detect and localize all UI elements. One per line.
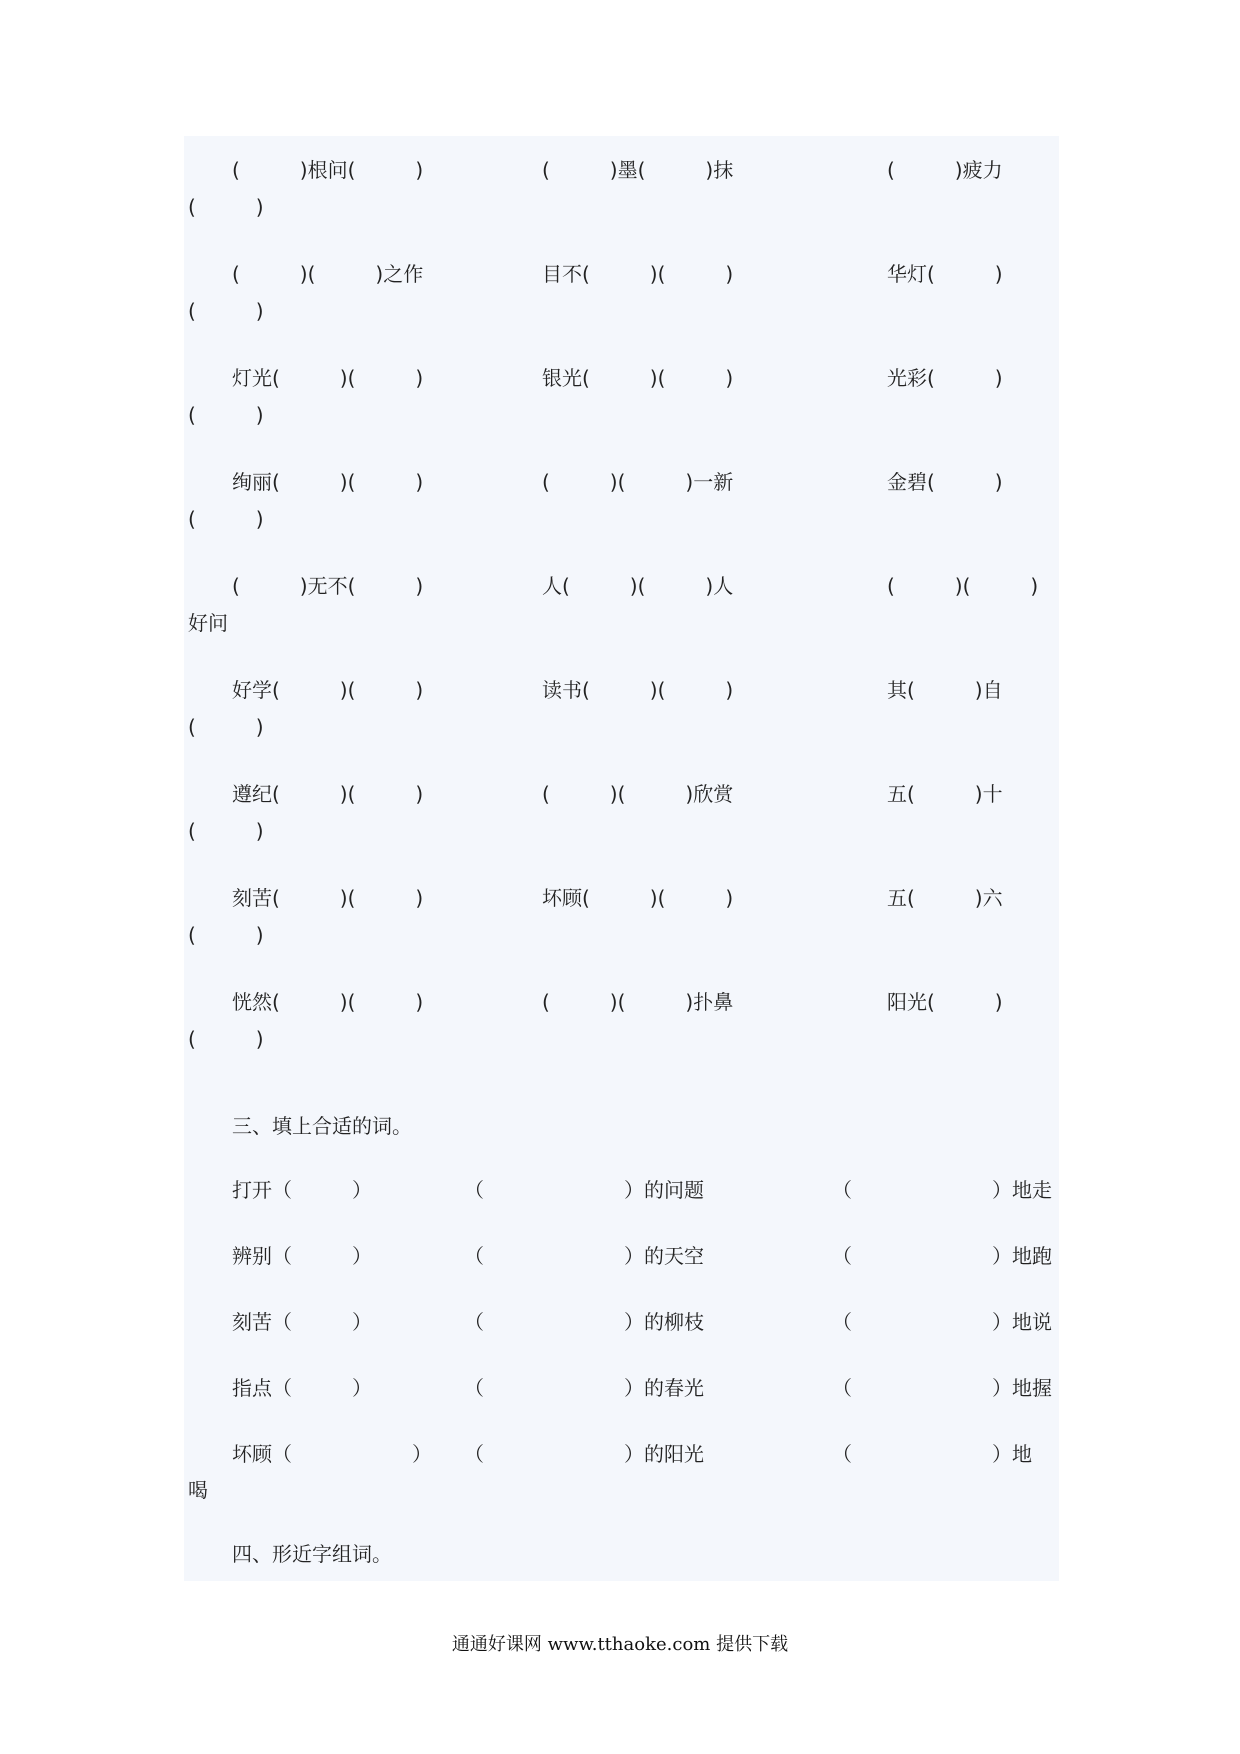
idiom-item-wrap: ( ) xyxy=(188,507,264,531)
idiom-item-wrap: ( ) xyxy=(188,819,264,843)
idiom-item: 光彩( ) xyxy=(887,366,1003,390)
fill-item: （ ）地说 xyxy=(832,1310,1052,1334)
fill-item: （ ）的春光 xyxy=(464,1376,704,1400)
idiom-item: 五( )六 xyxy=(887,886,1003,910)
content-panel xyxy=(184,136,1059,1581)
idiom-item: 恍然( )( ) xyxy=(232,990,424,1014)
idiom-item: 刻苦( )( ) xyxy=(232,886,424,910)
idiom-item: 华灯( ) xyxy=(887,262,1003,286)
idiom-item: 目不( )( ) xyxy=(542,262,734,286)
fill-item: （ ）的问题 xyxy=(464,1178,704,1202)
idiom-item: ( )( )欣赏 xyxy=(542,782,734,806)
idiom-item-wrap: ( ) xyxy=(188,1027,264,1051)
fill-item: 指点（ ） xyxy=(232,1376,372,1400)
idiom-item: 人( )( )人 xyxy=(542,574,734,598)
idiom-item-wrap: ( ) xyxy=(188,715,264,739)
fill-item: （ ）的天空 xyxy=(464,1244,704,1268)
idiom-item: ( )( )一新 xyxy=(542,470,734,494)
idiom-item: 灯光( )( ) xyxy=(232,366,424,390)
idiom-item-wrap: ( ) xyxy=(188,195,264,219)
idiom-item: 好学( )( ) xyxy=(232,678,424,702)
idiom-item-wrap: ( ) xyxy=(188,299,264,323)
fill-item: 坏顾（ ） xyxy=(232,1442,432,1466)
section-title: 三、填上合适的词。 xyxy=(232,1114,412,1138)
fill-item: （ ）地握 xyxy=(832,1376,1052,1400)
fill-item: （ ）的阳光 xyxy=(464,1442,704,1466)
fill-item: 刻苦（ ） xyxy=(232,1310,372,1334)
idiom-item: ( )根问( ) xyxy=(232,158,424,182)
idiom-item: ( )( ) xyxy=(887,574,1039,598)
idiom-item: 银光( )( ) xyxy=(542,366,734,390)
fill-item: （ ）地 xyxy=(832,1442,1032,1466)
idiom-item: 读书( )( ) xyxy=(542,678,734,702)
idiom-item: 遵纪( )( ) xyxy=(232,782,424,806)
idiom-item: 五( )十 xyxy=(887,782,1003,806)
idiom-item: ( )无不( ) xyxy=(232,574,424,598)
fill-item: （ ）地走 xyxy=(832,1178,1052,1202)
idiom-item: 坏顾( )( ) xyxy=(542,886,734,910)
fill-item: （ ）的柳枝 xyxy=(464,1310,704,1334)
fill-item: 辨别（ ） xyxy=(232,1244,372,1268)
idiom-item: 阳光( ) xyxy=(887,990,1003,1014)
fill-item: 打开（ ） xyxy=(232,1178,372,1202)
idiom-item: ( )墨( )抹 xyxy=(542,158,734,182)
fill-item: （ ）地跑 xyxy=(832,1244,1052,1268)
idiom-item: 绚丽( )( ) xyxy=(232,470,424,494)
idiom-item: 其( )自 xyxy=(887,678,1003,702)
footer-credit: 通通好课网 www.tthaoke.com 提供下载 xyxy=(451,1634,789,1655)
idiom-item-wrap: ( ) xyxy=(188,403,264,427)
idiom-item: ( )( )之作 xyxy=(232,262,424,286)
fill-item-wrap: 喝 xyxy=(188,1478,208,1502)
idiom-item: ( )( )扑鼻 xyxy=(542,990,734,1014)
idiom-item-wrap: 好问 xyxy=(188,611,228,635)
section-title: 四、形近字组词。 xyxy=(232,1542,392,1566)
idiom-item-wrap: ( ) xyxy=(188,923,264,947)
idiom-item: ( )疲力 xyxy=(887,158,1003,182)
idiom-item: 金碧( ) xyxy=(887,470,1003,494)
